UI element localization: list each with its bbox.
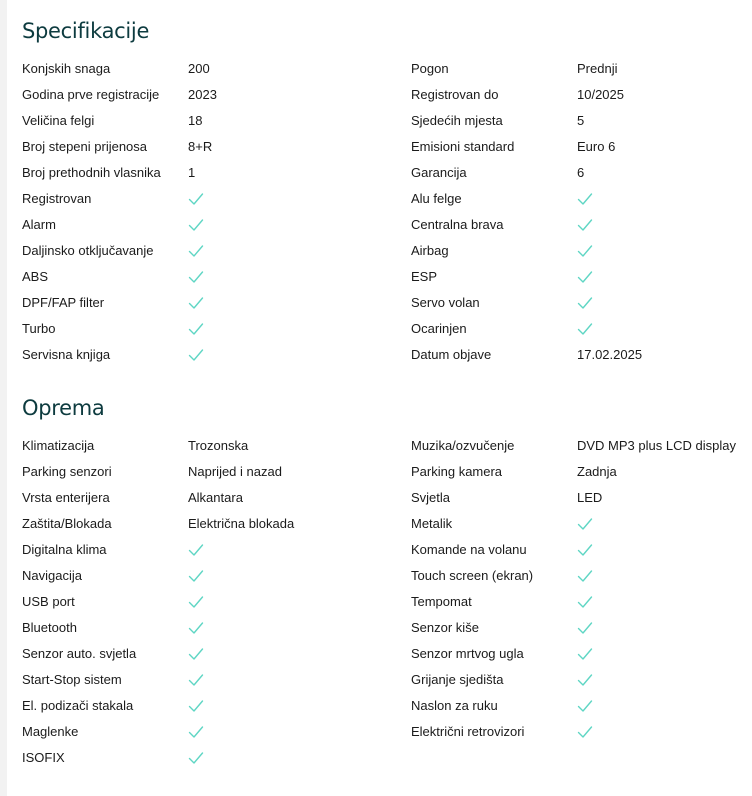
check-icon (577, 724, 593, 740)
spec-row (22, 745, 752, 771)
spec-label: Pogon (411, 61, 449, 76)
check-icon (577, 620, 593, 636)
spec-row (22, 641, 752, 667)
spec-label: Daljinsko otključavanje (22, 243, 154, 258)
check-icon (577, 698, 593, 714)
spec-row (22, 485, 752, 511)
spec-value: Naprijed i nazad (188, 464, 282, 479)
spec-label: Parking kamera (411, 464, 503, 479)
spec-label: Alarm (22, 217, 56, 232)
spec-row (22, 264, 752, 290)
spec-label: Električni retrovizori (411, 724, 525, 739)
spec-label: ABS (22, 269, 49, 284)
check-icon (188, 243, 204, 259)
spec-row (22, 290, 752, 316)
oprema-heading: Oprema (22, 396, 105, 420)
spec-label: Garancija (411, 165, 467, 180)
spec-row (22, 212, 752, 238)
spec-label: Bluetooth (22, 620, 77, 635)
check-icon (577, 191, 593, 207)
check-icon (188, 724, 204, 740)
spec-label: Alu felge (411, 191, 462, 206)
spec-row (22, 667, 752, 693)
check-icon (188, 750, 204, 766)
check-icon (577, 243, 593, 259)
spec-label: El. podizači stakala (22, 698, 134, 713)
spec-row (22, 589, 752, 615)
spec-row (22, 316, 752, 342)
spec-label: Touch screen (ekran) (411, 568, 534, 583)
check-icon (188, 568, 204, 584)
spec-label: Komande na volanu (411, 542, 527, 557)
spec-label: Godina prve registracije (22, 87, 160, 102)
check-icon (577, 295, 593, 311)
check-icon (188, 698, 204, 714)
spec-value: Euro 6 (577, 139, 616, 154)
spec-label: Senzor auto. svjetla (22, 646, 137, 661)
check-icon (577, 542, 593, 558)
check-icon (577, 321, 593, 337)
spec-value: 2023 (188, 87, 217, 102)
spec-label: Servo volan (411, 295, 480, 310)
oprema-grid (22, 433, 752, 771)
specifikacije-heading: Specifikacije (22, 19, 150, 43)
spec-label: Parking senzori (22, 464, 112, 479)
spec-label: Muzika/ozvučenje (411, 438, 515, 453)
spec-row (22, 108, 752, 134)
spec-row (22, 615, 752, 641)
spec-value: 18 (188, 113, 203, 128)
spec-value: 1 (188, 165, 196, 180)
spec-label: Senzor kiše (411, 620, 479, 635)
spec-label: Broj stepeni prijenosa (22, 139, 148, 154)
check-icon (188, 269, 204, 285)
spec-row (22, 56, 752, 82)
spec-label: Maglenke (22, 724, 79, 739)
spec-row (22, 238, 752, 264)
spec-value: Prednji (577, 61, 618, 76)
specifikacije-grid (22, 56, 752, 368)
check-icon (577, 217, 593, 233)
spec-label: Digitalna klima (22, 542, 107, 557)
spec-label: Ocarinjen (411, 321, 467, 336)
spec-value: Električna blokada (188, 516, 295, 531)
spec-row (22, 537, 752, 563)
spec-value: Alkantara (188, 490, 243, 505)
spec-label: ISOFIX (22, 750, 65, 765)
spec-label: Vrsta enterijera (22, 490, 110, 505)
check-icon (577, 269, 593, 285)
spec-label: Senzor mrtvog ugla (411, 646, 524, 661)
spec-label: Veličina felgi (22, 113, 95, 128)
spec-row (22, 563, 752, 589)
spec-label: Emisioni standard (411, 139, 515, 154)
spec-row (22, 433, 752, 459)
spec-label: Start-Stop sistem (22, 672, 122, 687)
spec-label: DPF/FAP filter (22, 295, 105, 310)
check-icon (188, 594, 204, 610)
spec-value: Trozonska (188, 438, 249, 453)
spec-label: Tempomat (411, 594, 472, 609)
spec-label: Airbag (411, 243, 449, 258)
check-icon (188, 620, 204, 636)
spec-label: Klimatizacija (22, 438, 95, 453)
spec-value: 5 (577, 113, 585, 128)
spec-label: Turbo (22, 321, 56, 336)
spec-label: Sjedećih mjesta (411, 113, 503, 128)
spec-row (22, 134, 752, 160)
check-icon (577, 516, 593, 532)
spec-row (22, 160, 752, 186)
spec-label: Naslon za ruku (411, 698, 498, 713)
spec-label: Datum objave (411, 347, 492, 362)
check-icon (188, 542, 204, 558)
check-icon (577, 568, 593, 584)
spec-value: LED (577, 490, 603, 505)
check-icon (188, 672, 204, 688)
spec-label: Zaštita/Blokada (22, 516, 112, 531)
spec-row (22, 693, 752, 719)
spec-value: 10/2025 (577, 87, 624, 102)
check-icon (188, 347, 204, 363)
spec-value: 17.02.2025 (577, 347, 643, 362)
spec-row (22, 342, 752, 368)
check-icon (188, 321, 204, 337)
check-icon (188, 191, 204, 207)
spec-label: Registrovan (22, 191, 92, 206)
spec-label: USB port (22, 594, 75, 609)
spec-label: ESP (411, 269, 438, 284)
check-icon (577, 672, 593, 688)
spec-label: Broj prethodnih vlasnika (22, 165, 161, 180)
spec-value: 6 (577, 165, 585, 180)
spec-label: Navigacija (22, 568, 82, 583)
spec-label: Metalik (411, 516, 453, 531)
check-icon (577, 594, 593, 610)
spec-value: Zadnja (577, 464, 617, 479)
check-icon (188, 217, 204, 233)
spec-row (22, 186, 752, 212)
spec-value: DVD MP3 plus LCD display (577, 438, 736, 453)
spec-row (22, 82, 752, 108)
spec-label: Grijanje sjedišta (411, 672, 504, 687)
check-icon (188, 295, 204, 311)
spec-label: Svjetla (411, 490, 451, 505)
spec-value: 8+R (188, 139, 213, 154)
check-icon (188, 646, 204, 662)
spec-label: Konjskih snaga (22, 61, 111, 76)
check-icon (577, 646, 593, 662)
spec-label: Servisna knjiga (22, 347, 111, 362)
spec-value: 200 (188, 61, 210, 76)
spec-row (22, 719, 752, 745)
spec-label: Registrovan do (411, 87, 499, 102)
spec-row (22, 511, 752, 537)
spec-label: Centralna brava (411, 217, 504, 232)
spec-row (22, 459, 752, 485)
